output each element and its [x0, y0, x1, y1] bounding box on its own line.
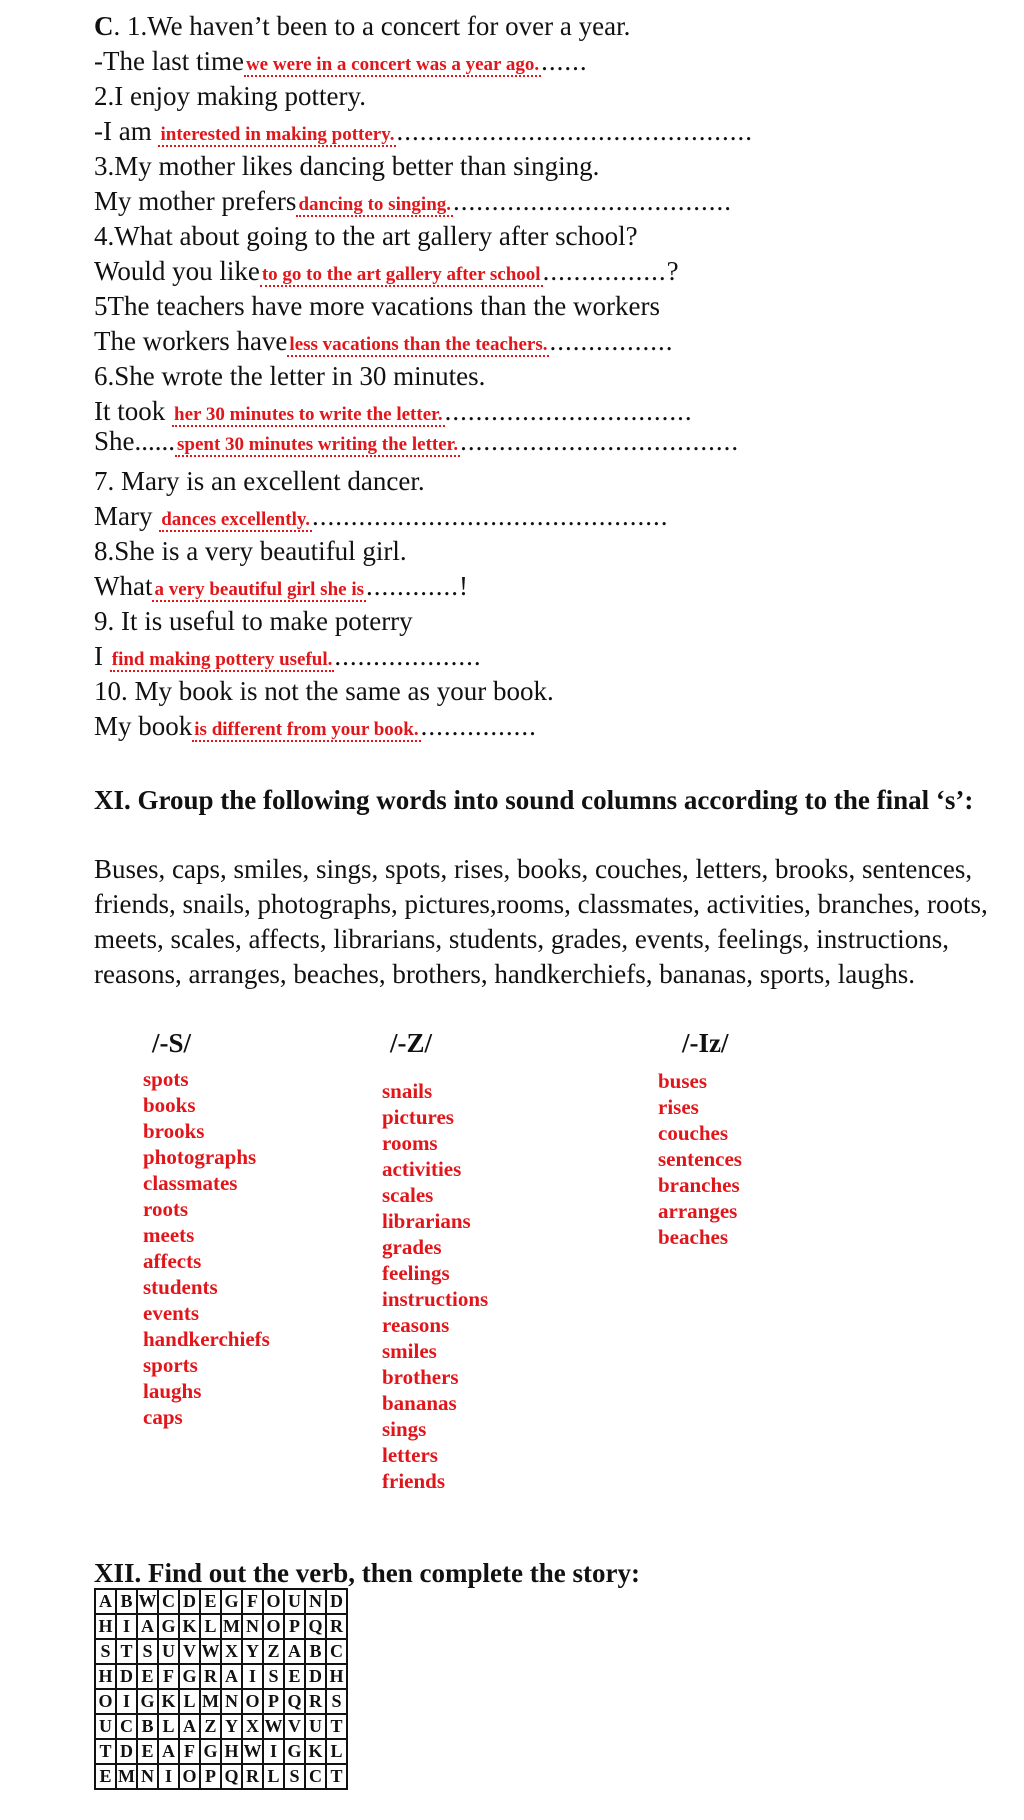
s-sound-column	[143, 1066, 270, 1430]
grid-cell: I	[116, 1614, 137, 1639]
z-sound-word: pictures	[382, 1105, 454, 1129]
grid-cell: I	[242, 1664, 263, 1689]
c-item-6-answer-b: She...... spent 30 minutes writing the letter.....................................	[94, 426, 740, 456]
grid-cell: G	[158, 1614, 179, 1639]
grid-cell: U	[95, 1714, 116, 1739]
grid-cell: A	[221, 1664, 242, 1689]
grid-cell: R	[326, 1614, 347, 1639]
grid-cell: E	[137, 1739, 158, 1764]
header-s-sound: /-S/	[152, 1028, 192, 1058]
grid-cell: G	[221, 1589, 242, 1614]
grid-cell: G	[137, 1689, 158, 1714]
z-sound-word: grades	[382, 1235, 442, 1259]
grid-cell: W	[242, 1739, 263, 1764]
grid-cell: L	[158, 1714, 179, 1739]
grid-cell: T	[116, 1639, 137, 1664]
grid-cell: A	[95, 1589, 116, 1614]
c-item-2-question: 2.I enjoy making pottery.	[94, 81, 366, 111]
c-item-3-question: 3.My mother likes dancing better than singing.	[94, 151, 600, 181]
grid-cell: Z	[263, 1639, 284, 1664]
c-item-7-question: 7. Mary is an excellent dancer.	[94, 466, 425, 496]
grid-cell: R	[242, 1764, 263, 1789]
section-xii-title: XII. Find out the verb, then complete the story:	[94, 1558, 640, 1588]
grid-cell: N	[137, 1764, 158, 1789]
grid-cell: E	[200, 1589, 221, 1614]
c-item-8-answer: What a very beautiful girl she is............!	[94, 571, 470, 601]
answer-text: dancing to singing.	[298, 194, 452, 215]
iz-sound-word: buses	[658, 1069, 708, 1093]
iz-sound-column	[658, 1068, 742, 1250]
grid-cell: H	[95, 1664, 116, 1689]
iz-sound-word: rises	[658, 1095, 699, 1119]
grid-cell: V	[179, 1639, 200, 1664]
grid-cell: X	[242, 1714, 263, 1739]
grid-cell: A	[137, 1614, 158, 1639]
grid-cell: E	[284, 1664, 305, 1689]
grid-cell: O	[95, 1689, 116, 1714]
s-sound-word: handkerchiefs	[143, 1327, 270, 1351]
grid-cell: B	[116, 1589, 137, 1614]
grid-cell: D	[326, 1589, 347, 1614]
c-item-9-question: 9. It is useful to make poterry	[94, 606, 413, 636]
grid-cell: G	[179, 1664, 200, 1689]
grid-cell: T	[326, 1764, 347, 1789]
iz-sound-word: couches	[658, 1121, 728, 1145]
answer-text: to go to the art gallery after school	[261, 264, 541, 285]
answer-text: spent 30 minutes writing the letter.	[177, 434, 459, 455]
c-item-4-answer: Would you like to go to the art gallery after school................?	[94, 256, 680, 286]
grid-row	[95, 1739, 347, 1764]
section-xi-title: XI. Group the following words into sound columns according to the final ‘s’:	[94, 785, 974, 815]
iz-sound-word: branches	[658, 1173, 740, 1197]
c-item-8-question: 8.She is a very beautiful girl.	[94, 536, 407, 566]
z-sound-word: friends	[382, 1469, 445, 1493]
word-search-grid	[94, 1588, 348, 1790]
grid-cell: M	[200, 1689, 221, 1714]
s-sound-word: roots	[143, 1197, 189, 1221]
grid-row	[95, 1714, 347, 1739]
grid-cell: D	[305, 1664, 326, 1689]
grid-cell: C	[116, 1714, 137, 1739]
grid-cell: A	[179, 1714, 200, 1739]
grid-cell: Y	[242, 1639, 263, 1664]
c-item-1-question: C. 1.We haven’t been to a concert for over a year.	[94, 11, 631, 41]
grid-cell: A	[158, 1739, 179, 1764]
grid-cell: N	[242, 1614, 263, 1639]
s-sound-word: spots	[143, 1067, 189, 1091]
grid-cell: X	[221, 1639, 242, 1664]
grid-cell: S	[284, 1764, 305, 1789]
grid-cell: T	[326, 1714, 347, 1739]
z-sound-word: reasons	[382, 1313, 450, 1337]
c-item-5-answer: The workers have less vacations than the teachers.................	[94, 326, 674, 356]
grid-cell: S	[137, 1639, 158, 1664]
answer-text: a very beautiful girl she is	[154, 579, 365, 600]
grid-row	[95, 1689, 347, 1714]
grid-cell: S	[326, 1689, 347, 1714]
grid-cell: G	[200, 1739, 221, 1764]
grid-cell: I	[263, 1739, 284, 1764]
grid-cell: E	[137, 1664, 158, 1689]
grid-cell: S	[95, 1639, 116, 1664]
grid-cell: I	[158, 1764, 179, 1789]
c-item-6-answer-a: It took her 30 minutes to write the letter.................................	[94, 396, 693, 426]
grid-cell: U	[305, 1714, 326, 1739]
c-item-9-answer: I find making pottery useful....................	[94, 641, 482, 671]
c-item-2-answer: -I am interested in making pottery...............................................	[94, 116, 753, 146]
z-sound-word: sings	[382, 1417, 427, 1441]
grid-cell: S	[263, 1664, 284, 1689]
grid-cell: B	[137, 1714, 158, 1739]
grid-cell: Y	[221, 1714, 242, 1739]
s-sound-word: classmates	[143, 1171, 238, 1195]
s-sound-word: books	[143, 1093, 196, 1117]
c-item-7-answer: Mary dances excellently...............................................	[94, 501, 669, 531]
z-sound-word: bananas	[382, 1391, 457, 1415]
grid-cell: Q	[284, 1689, 305, 1714]
grid-cell: Q	[221, 1764, 242, 1789]
z-sound-word: scales	[382, 1183, 434, 1207]
c-item-10-question: 10. My book is not the same as your book.	[94, 676, 554, 706]
s-sound-word: sports	[143, 1353, 198, 1377]
grid-cell: M	[221, 1614, 242, 1639]
grid-cell: K	[305, 1739, 326, 1764]
grid-cell: N	[221, 1689, 242, 1714]
answer-text: find making pottery useful.	[111, 649, 333, 670]
grid-cell: W	[263, 1714, 284, 1739]
z-sound-word: activities	[382, 1157, 462, 1181]
answer-text: her 30 minutes to write the letter.	[174, 404, 443, 425]
grid-cell: C	[305, 1764, 326, 1789]
iz-sound-word: sentences	[658, 1147, 742, 1171]
grid-cell: Z	[200, 1714, 221, 1739]
grid-cell: P	[284, 1614, 305, 1639]
grid-cell: U	[284, 1589, 305, 1614]
header-iz-sound: /-Iz/	[682, 1028, 729, 1058]
c-item-5-question: 5The teachers have more vacations than the workers	[94, 291, 661, 321]
grid-cell: U	[158, 1639, 179, 1664]
grid-cell: L	[263, 1764, 284, 1789]
answer-text: interested in making pottery.	[160, 124, 395, 145]
header-z-sound: /-Z/	[390, 1028, 433, 1058]
grid-cell: L	[326, 1739, 347, 1764]
grid-cell: O	[179, 1764, 200, 1789]
grid-cell: Q	[305, 1614, 326, 1639]
z-sound-word: snails	[382, 1079, 433, 1103]
answer-text: we were in a concert was a year ago.	[245, 54, 540, 75]
grid-cell: O	[242, 1689, 263, 1714]
grid-cell: C	[326, 1639, 347, 1664]
z-sound-word: rooms	[382, 1131, 438, 1155]
s-sound-word: meets	[143, 1223, 195, 1247]
c-item-10-answer: My book is different from your book................	[94, 711, 537, 741]
z-sound-word: instructions	[382, 1287, 489, 1311]
grid-row	[95, 1664, 347, 1689]
grid-cell: A	[284, 1639, 305, 1664]
section-xi-word-list: Buses, caps, smiles, sings, spots, rises, books, couches, letters, brooks, sentences, friends, snails, photographs, pictures,rooms, classmates, activities, branches, roots, meets, scales, affects, librarians, students, grades, events, feelings, instructions, reasons, arranges, beaches, brothers, handkerchiefs, bananas, sports, laughs.	[94, 854, 988, 989]
answer-text: less vacations than the teachers.	[289, 334, 548, 355]
c-item-4-question: 4.What about going to the art gallery after school?	[94, 221, 638, 251]
c-item-3-answer: My mother prefers dancing to singing.....................................	[94, 186, 733, 216]
grid-cell: O	[263, 1614, 284, 1639]
iz-sound-word: arranges	[658, 1199, 738, 1223]
grid-cell: K	[158, 1689, 179, 1714]
grid-cell: F	[242, 1589, 263, 1614]
grid-cell: O	[263, 1589, 284, 1614]
z-sound-word: brothers	[382, 1365, 459, 1389]
grid-cell: P	[200, 1764, 221, 1789]
grid-cell: P	[263, 1689, 284, 1714]
s-sound-word: students	[143, 1275, 218, 1299]
grid-cell: L	[179, 1689, 200, 1714]
grid-cell: H	[95, 1614, 116, 1639]
s-sound-word: photographs	[143, 1145, 257, 1169]
grid-cell: I	[116, 1689, 137, 1714]
grid-cell: R	[305, 1689, 326, 1714]
c-item-6-question: 6.She wrote the letter in 30 minutes.	[94, 361, 486, 391]
grid-cell: F	[158, 1664, 179, 1689]
answer-text: is different from your book.	[194, 719, 419, 740]
grid-row	[95, 1589, 347, 1614]
grid-cell: T	[95, 1739, 116, 1764]
grid-cell: M	[116, 1764, 137, 1789]
grid-cell: N	[305, 1589, 326, 1614]
grid-cell: E	[95, 1764, 116, 1789]
z-sound-word: feelings	[382, 1261, 450, 1285]
grid-cell: D	[116, 1739, 137, 1764]
grid-cell: H	[221, 1739, 242, 1764]
grid-cell: B	[305, 1639, 326, 1664]
grid-cell: C	[158, 1589, 179, 1614]
grid-cell: V	[284, 1714, 305, 1739]
grid-cell: L	[200, 1614, 221, 1639]
grid-row	[95, 1764, 347, 1789]
s-sound-word: affects	[143, 1249, 202, 1273]
grid-cell: W	[200, 1639, 221, 1664]
z-sound-word: smiles	[382, 1339, 437, 1363]
section-c-label: C	[94, 11, 114, 41]
s-sound-word: events	[143, 1301, 199, 1325]
grid-cell: R	[200, 1664, 221, 1689]
grid-cell: D	[179, 1589, 200, 1614]
grid-row	[95, 1639, 347, 1664]
z-sound-word: letters	[382, 1443, 438, 1467]
s-sound-word: laughs	[143, 1379, 202, 1403]
z-sound-word: librarians	[382, 1209, 471, 1233]
s-sound-word: brooks	[143, 1119, 205, 1143]
grid-cell: F	[179, 1739, 200, 1764]
grid-cell: G	[284, 1739, 305, 1764]
iz-sound-word: beaches	[658, 1225, 728, 1249]
answer-text: dances excellently.	[161, 509, 311, 530]
s-sound-word: caps	[143, 1405, 183, 1429]
grid-cell: H	[326, 1664, 347, 1689]
grid-cell: K	[179, 1614, 200, 1639]
c-item-1-answer: -The last time we were in a concert was a year ago.......	[94, 46, 588, 76]
grid-cell: D	[116, 1664, 137, 1689]
grid-cell: W	[137, 1589, 158, 1614]
z-sound-column	[382, 1078, 488, 1494]
grid-row	[95, 1614, 347, 1639]
